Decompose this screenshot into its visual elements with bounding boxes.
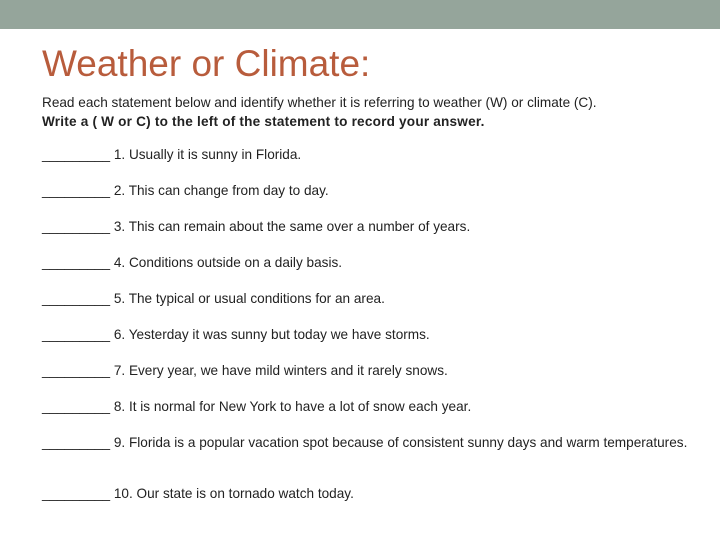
statement-item	[42, 362, 692, 379]
statement-text: 8. It is normal for New York to have a lot of snow each year.	[113, 399, 472, 414]
instructions-line-2: Write a ( W or C) to the left of the statement to record your answer.	[42, 114, 485, 129]
statement-text: 6. Yesterday it was sunny but today we have storms.	[113, 327, 430, 342]
statement-item	[42, 182, 692, 199]
answer-blank: _________	[42, 183, 111, 198]
statement-text: 9. Florida is a popular vacation spot because of consistent sunny days and warm temperatures.	[113, 435, 688, 450]
statement-text: 4. Conditions outside on a daily basis.	[113, 255, 343, 270]
answer-blank: _________	[42, 147, 111, 162]
answer-blank: _________	[42, 291, 111, 306]
statement-item	[42, 146, 692, 163]
statement-text: 2. This can change from day to day.	[113, 183, 329, 198]
answer-blank: _________	[42, 363, 111, 378]
answer-blank: _________	[42, 435, 111, 450]
statement-item	[42, 254, 692, 271]
answer-blank: _________	[42, 486, 111, 501]
statement-text: 5. The typical or usual conditions for an area.	[113, 291, 385, 306]
answer-blank: _________	[42, 219, 111, 234]
statement-item	[42, 326, 692, 343]
statement-item	[42, 398, 692, 415]
answer-blank: _________	[42, 399, 111, 414]
statement-item	[42, 434, 692, 451]
statement-text: 10. Our state is on tornado watch today.	[113, 486, 354, 501]
answer-blank: _________	[42, 327, 111, 342]
top-banner	[0, 0, 720, 29]
statement-text: 3. This can remain about the same over a number of years.	[113, 219, 471, 234]
statement-item	[42, 485, 692, 502]
statement-text: 7. Every year, we have mild winters and it rarely snows.	[113, 363, 448, 378]
statement-text: 1. Usually it is sunny in Florida.	[113, 147, 302, 162]
instructions	[42, 93, 692, 131]
statement-item	[42, 218, 692, 235]
statement-item	[42, 290, 692, 307]
answer-blank: _________	[42, 255, 111, 270]
instructions-line-1: Read each statement below and identify whether it is referring to weather (W) or climate (C).	[42, 95, 597, 110]
page-title: Weather or Climate:	[42, 43, 371, 84]
